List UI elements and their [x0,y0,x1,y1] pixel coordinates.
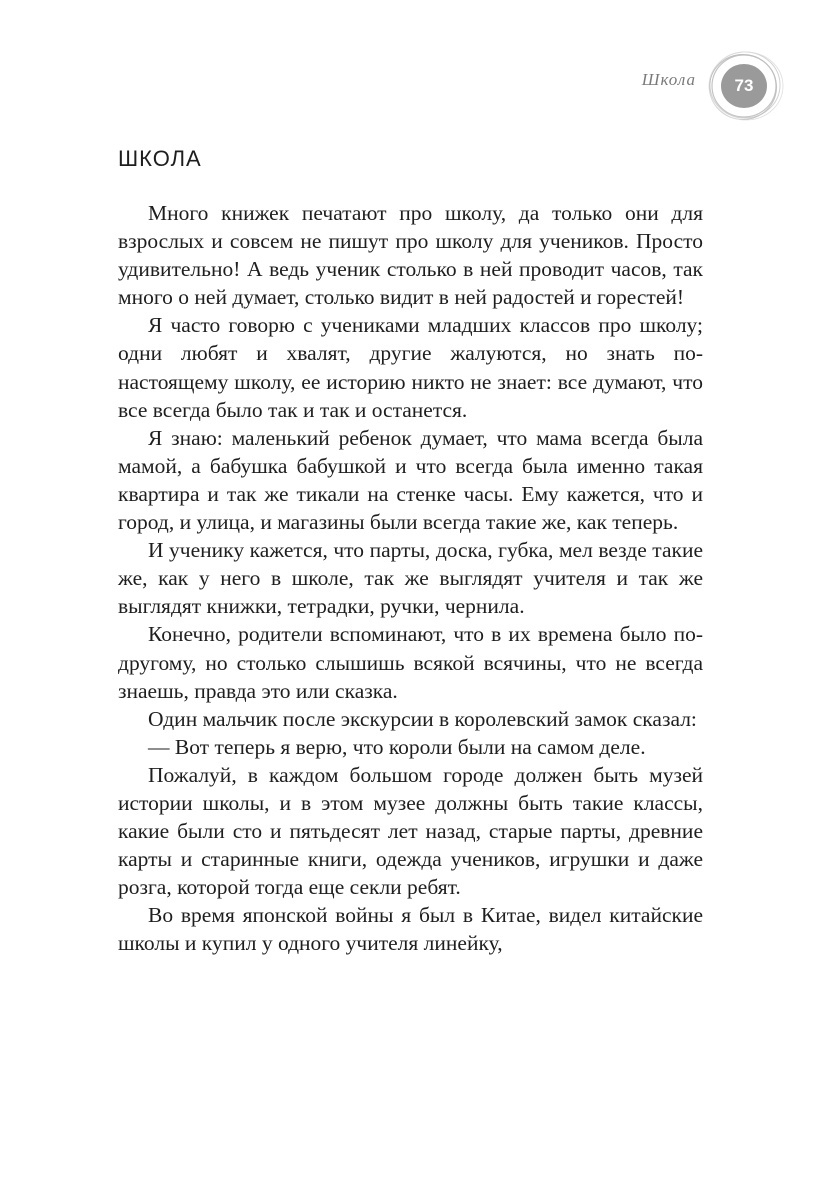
paragraph: Конечно, родители вспоминают, что в их времена было по-другому, но столько слышишь всякой всячины, что не всегда знаешь, правда это или сказка. [118,622,703,703]
paragraph: Я часто говорю с учениками младших классов про школу; одни любят и хвалят, другие жалуются, но знать по-настоящему школу, ее историю никто не знает: все думают, что все всегда было так и так и останется. [118,313,703,422]
running-head-title: Школа [641,70,696,89]
paragraph: Пожалуй, в каждом большом городе должен быть музей истории школы, и в этом музее должны быть такие классы, какие были сто и пятьдесят лет назад, старые парты, древние карты и старинные книги, одежда учеников, игрушки и даже розга, которой тогда еще секли ребят. [118,762,703,900]
paragraph: Много книжек печатают про школу, да только они для взрослых и совсем не пишут про школу для учеников. Просто удивительно! А ведь ученик столько в ней проводит часов, так много о ней думает, столько видит в ней радостей и горестей! [118,201,703,310]
paragraph: Один мальчик после экскурсии в королевский замок сказал: [148,706,697,731]
paragraph: Я знаю: маленький ребенок думает, что мама всегда была мамой, а бабушка бабушкой и что всегда была именно такая квартира и так же тикали на стенке часы. Ему кажется, что и город, и улица, и магазины были всегда такие же, как теперь. [118,425,703,535]
paragraph: — Вот теперь я верю, что короли были на самом деле. [148,734,646,759]
chapter-title: ШКОЛА [118,146,202,171]
paragraph: Во время японской войны я был в Китае, видел китайские школы и купил у одного учителя линейку, [118,903,703,956]
page-number: 73 [734,76,754,95]
paragraph: И ученику кажется, что парты, доска, губка, мел везде такие же, как у него в школе, так же выглядят учителя и так же выглядят книжки, тетрадки, ручки, чернила. [118,538,703,619]
body-text [118,199,703,958]
